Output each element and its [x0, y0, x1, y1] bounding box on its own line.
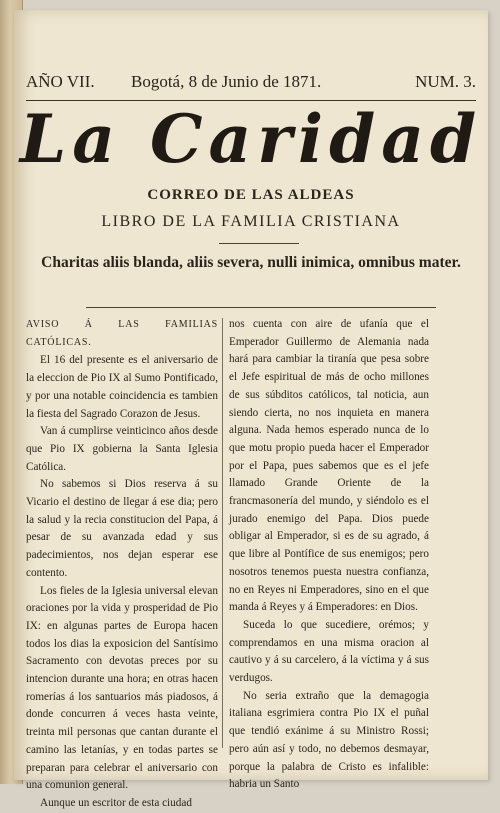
latin-motto: Charitas aliis blanda, aliis severa, nulli inimica, omnibus mater. — [41, 254, 461, 271]
right-column — [229, 316, 429, 794]
issue-year: AÑO VII. — [26, 72, 95, 91]
paragraph: El 16 del presente es el aniversario de la eleccion de Pio IX al Sumo Pontificado, y por una notable coincidencia es tambien la fiesta del Sagrado Corazon de Jesus. — [26, 354, 218, 420]
column-divider — [222, 318, 223, 748]
place-date: Bogotá, 8 de Junio de 1871. — [131, 72, 322, 91]
paragraph: Aunque un escritor de esta ciudad — [40, 796, 192, 809]
subtitle-rule — [219, 243, 299, 244]
motto-rule — [86, 307, 436, 308]
paragraph: Los fieles de la Iglesia universal elevan oraciones por la vida y prosperidad de Pio IX: en algunas partes de Europa hacen todos los dias la exposicion del Santísimo Sacramento con devotas preces por su intencion durante una hora; en otras hacen romerías á los santuarios más piadosos, á donde concurren á veces hasta veinte, treinta mil personas que cantan durante el camino las letanías, y en todas partes se preparan para celebrar el aniversario con una comunion general. — [26, 584, 218, 792]
subtitle-libro: LIBRO DE LA FAMILIA CRISTIANA — [101, 213, 401, 230]
article-heading: AVISO Á LAS FAMILIAS CATÓLICAS. — [26, 319, 218, 348]
paragraph: Suceda lo que sucediere, orémos; y comprendamos en una misma oracion al cautivo y á su carcelero, á la víctima y á sus verdugos. — [229, 618, 429, 685]
newspaper-page — [14, 10, 488, 809]
issue-number: NUM. 3. — [415, 72, 476, 91]
paragraph: No sabemos si Dios reserva á su Vicario el destino de llegar á ese dia; pero la salud y la recia constitucion del Papa, á pesar de su avanzada edad y sus padecimientos, nos dejan esperar ese contento. — [26, 478, 218, 579]
paragraph: Van á cumplirse veinticinco años desde que Pio IX gobierna la Santa Iglesia Católica. — [26, 425, 218, 473]
newspaper-title: La Caridad — [19, 100, 483, 178]
paragraph: nos cuenta con aire de ufanía que el Emperador Guillermo de Alemania nada hará para cambiar la tiranía que pesa sobre el Jefe espiritual de más de ocho millones de sus súbditos católicos, tal noticia, aun siendo cierta, no nos inquieta en manera alguna. Nada hemos esperado nunca de lo que motu propio pueda hacer el Emperador por el Papa, pues sabemos que es el jefe llamado Grande Oriente de la francmasonería del mundo, y siéndolo es el jurado enemigo del Papa. Dios puede obligar al Emperador, si es de su agrado, á que libre al Pontífice de sus enemigos; pero nosotros tenemos puesta nuestra confianza, no en Reyes ni Emperadores, sino en el que manda á Reyes y á Emperadores: en Dios. — [229, 318, 429, 614]
subtitle-correo: CORREO DE LAS ALDEAS — [147, 187, 355, 203]
paragraph: No seria extraño que la demagogia italiana esgrimiera contra Pio IX el puñal que tendió exánime á su Ministro Rossi; pero aún así y todo, no debemos desmayar, porque la palabra de Cristo es infalible: habria un Santo — [229, 689, 429, 791]
left-column — [26, 316, 218, 813]
masthead-line — [26, 72, 476, 100]
